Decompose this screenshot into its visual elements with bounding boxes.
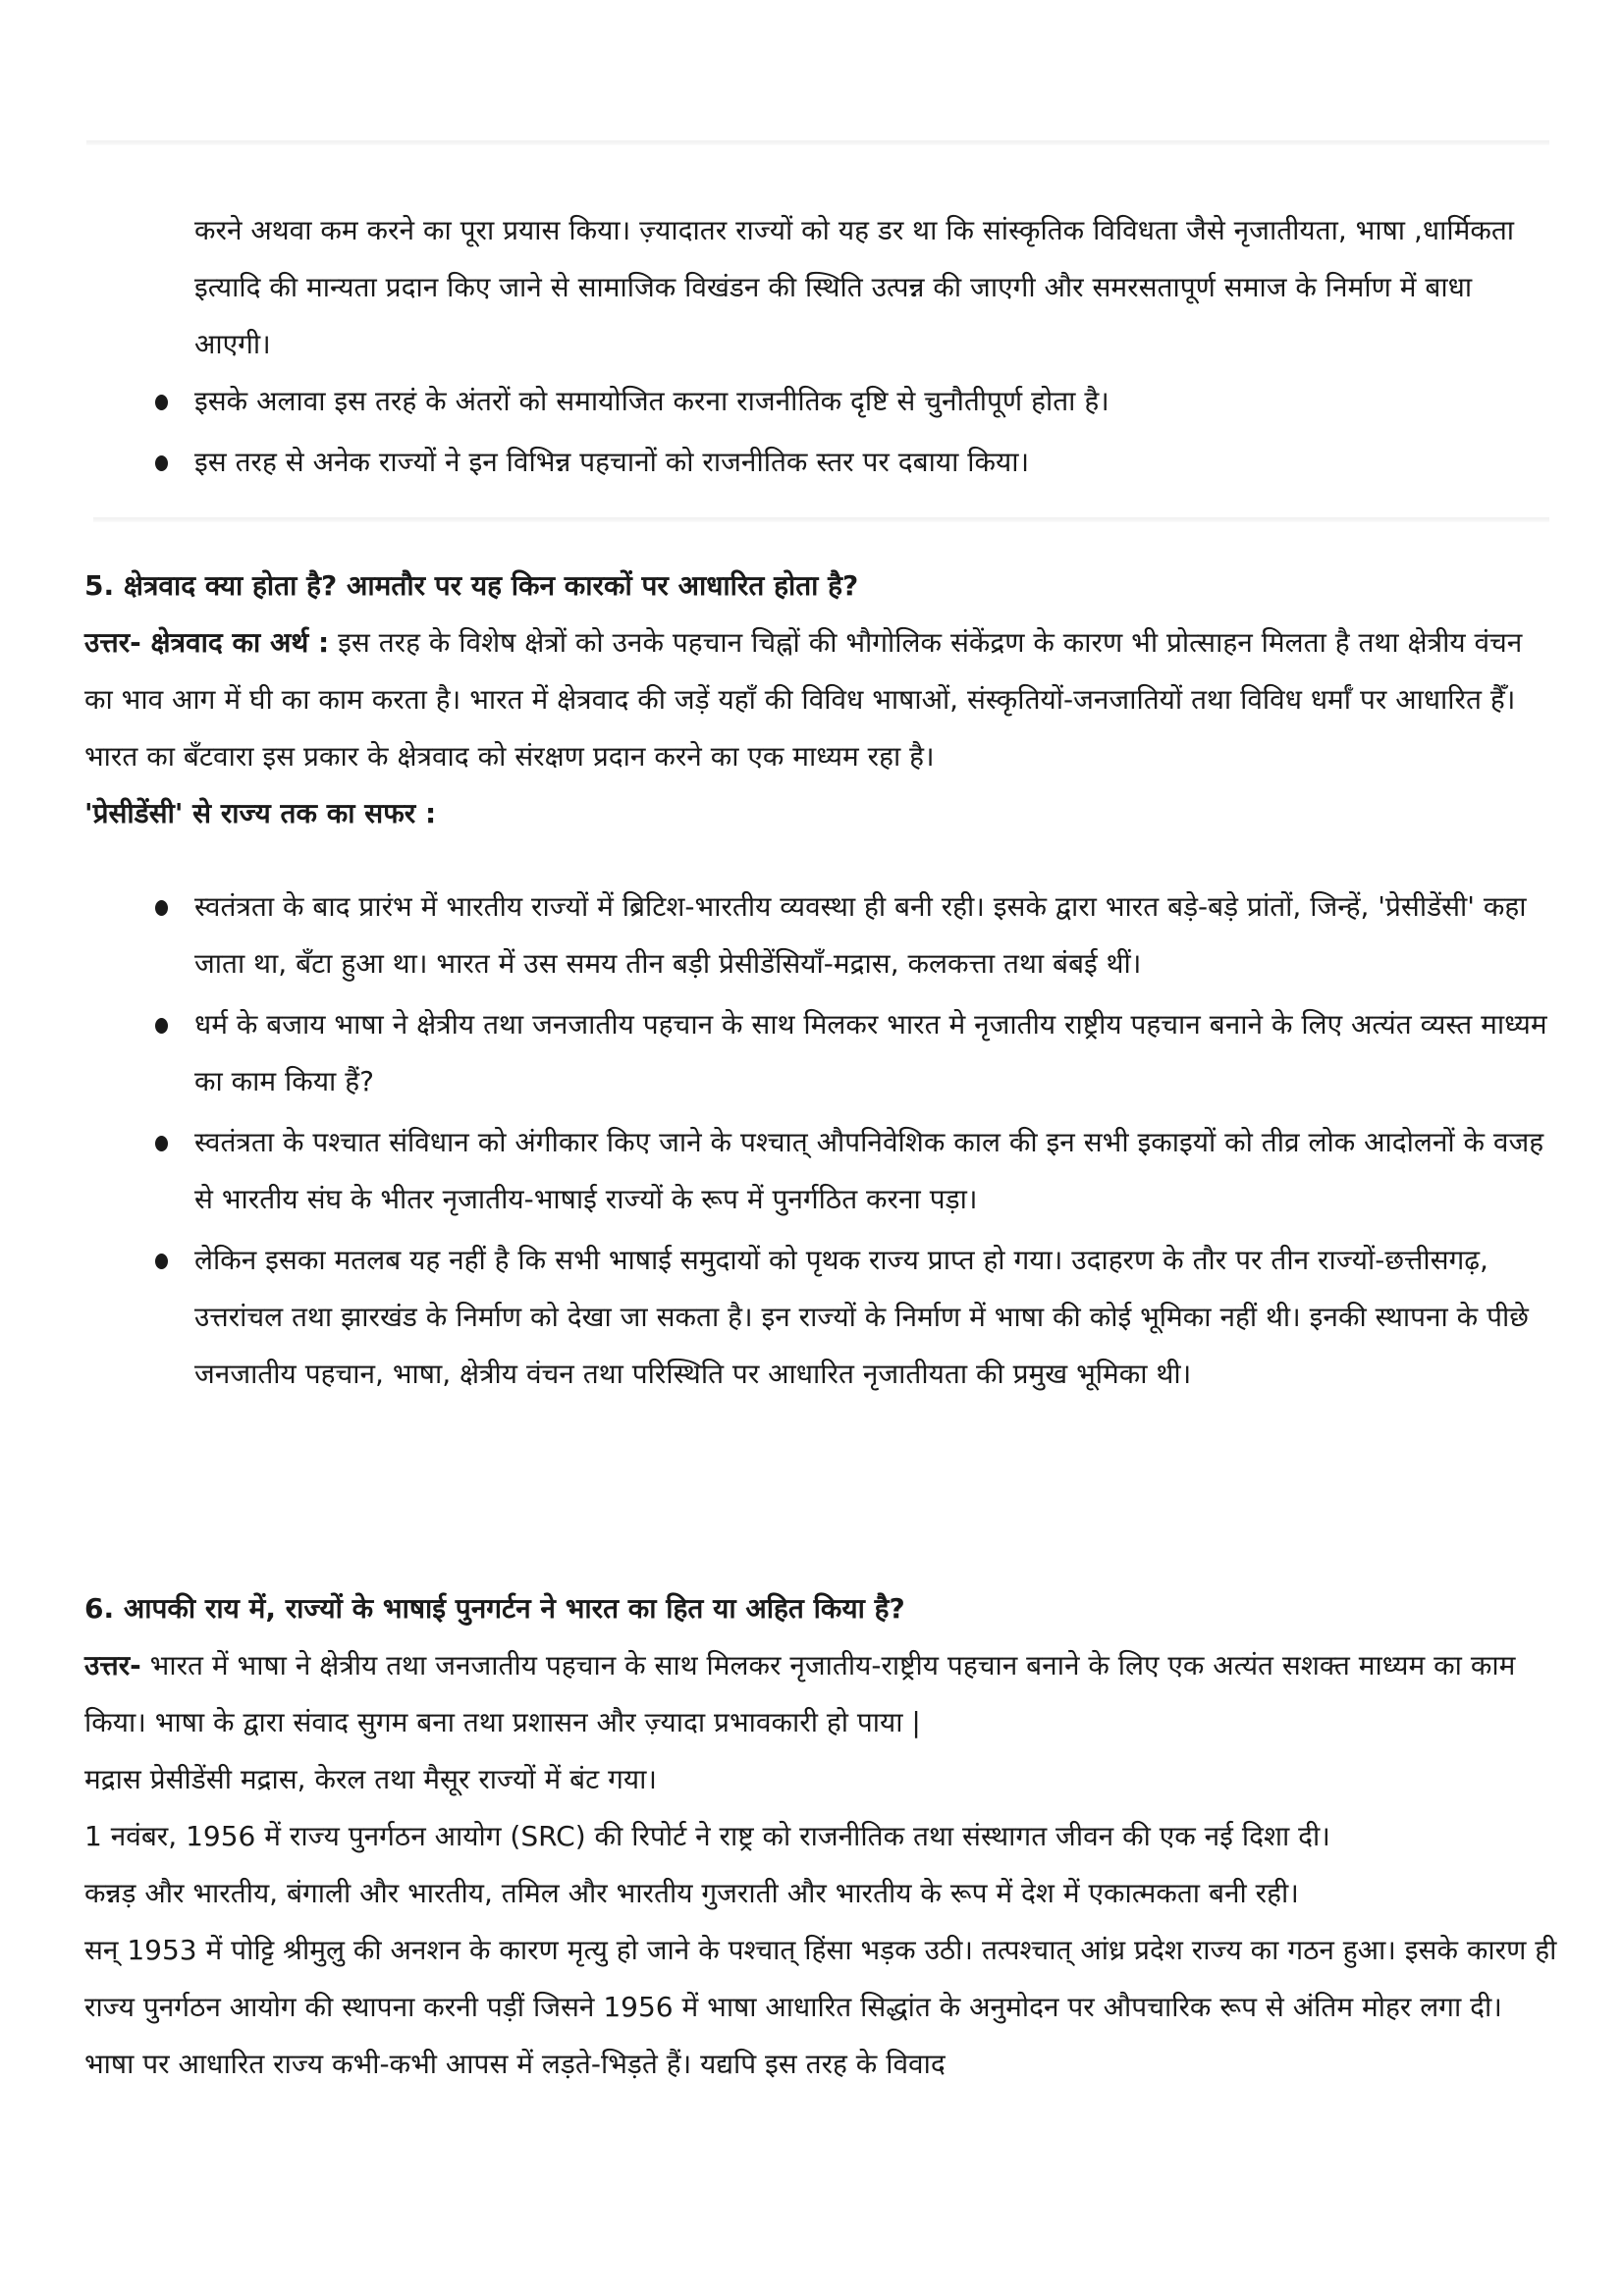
list-item bbox=[194, 434, 1554, 491]
list-item bbox=[194, 996, 1554, 1110]
presidency-subheading: 'प्रेसीडेंसी' से राज्य तक का सफर : bbox=[84, 797, 437, 829]
list-item-text: धर्म के बजाय भाषा ने क्षेत्रीय तथा जनजातीय पहचान के साथ मिलकर भारत मे नृजातीय राष्ट्रीय पहचान बनाने के लिए अत्यंत व्यस्त माध्यम का काम किया हैं? bbox=[194, 1008, 1547, 1097]
list-item bbox=[194, 373, 1554, 430]
list-item bbox=[194, 1232, 1554, 1403]
question-5-heading: 5. क्षेत्रवाद क्या होता है? आमतौर पर यह किन कारकों पर आधारित होता है? bbox=[84, 569, 859, 602]
section-divider bbox=[93, 517, 1549, 522]
bullet-icon bbox=[155, 1018, 168, 1034]
paragraph-text: मद्रास प्रेसीडेंसी मद्रास, केरल तथा मैसूर राज्यों में बंट गया। bbox=[84, 1763, 657, 1795]
list-item-text: इस तरह से अनेक राज्यों ने इन विभिन्न पहचानों को राजनीतिक स्तर पर दबाया किया। bbox=[194, 446, 1030, 478]
bullet-icon bbox=[155, 900, 168, 916]
paragraph-text: करने अथवा कम करने का पूरा प्रयास किया। ज़्यादातर राज्यों को यह डर था कि सांस्कृतिक विविधता जैसे नृजातीयता, भाषा ,धार्मिकता इत्यादि की मान्यता प्रदान किए जाने से सामाजिक विखंडन की स्थिति उत्पन्न की जाएगी और समरसतापूर्ण समाज के निर्माण में बाधा आएगी। bbox=[194, 214, 1515, 360]
answer-label: उत्तर- bbox=[84, 1649, 141, 1682]
bullet-list-top bbox=[194, 373, 1554, 491]
question-5-answer bbox=[84, 614, 1557, 785]
list-item-text: स्वतंत्रता के पश्चात संविधान को अंगीकार किए जाने के पश्चात् औपनिवेशिक काल की इन सभी इकाइयों को तीव्र लोक आदोलनों के वजह से भारतीय संघ के भीतर नृजातीय-भाषाई राज्यों के रूप में पुनर्गठित करना पड़ा। bbox=[194, 1126, 1544, 1215]
bullet-icon bbox=[155, 1254, 168, 1269]
paragraph-text: 1 नवंबर, 1956 में राज्य पुनर्गठन आयोग (SRC) की रिपोर्ट ने राष्ट्र को राजनीतिक तथा संस्थागत जीवन की एक नई दिशा दी। bbox=[84, 1820, 1330, 1852]
paragraph-text: सन् 1953 में पोट्टि श्रीमुलु की अनशन के कारण मृत्यु हो जाने के पश्चात् हिंसा भड़क उठी। तत्पश्चात् आंध्र प्रदेश राज्य का गठन हुआ। इसके कारण ही राज्य पुनर्गठन आयोग की स्थापना करनी पड़ीं जिसने 1956 में भाषा आधारित सिद्धांत के अनुमोदन पर औपचारिक रूप से अंतिम मोहर लगा दी। भाषा पर आधारित राज्य कभी-कभी आपस में लड़ते-भिड़ते हैं। यद्यपि इस तरह के विवाद bbox=[84, 1934, 1557, 2080]
question-5-section bbox=[84, 558, 1557, 842]
bullet-list-presidency bbox=[194, 879, 1554, 1403]
answer-text: इस तरह के विशेष क्षेत्रों को उनके पहचान चिह्नों की भौगोलिक संकेंद्रण के कारण भी प्रोत्साहन मिलता है तथा क्षेत्रीय वंचन का भाव आग में घी का काम करता है। भारत में क्षेत्रवाद की जड़ें यहाँ की विविध भाषाओं, संस्कृतियों-जनजातियों तथा विविध धर्माँ पर आधारित हैँ। भारत का बँटवारा इस प्रकार के क्षेत्रवाद को संरक्षण प्रदान करने का एक माध्यम रहा है। bbox=[84, 626, 1523, 773]
section-divider bbox=[86, 140, 1549, 145]
bullet-icon bbox=[155, 1136, 168, 1151]
bullet-icon bbox=[155, 395, 168, 410]
list-item-text: इसके अलावा इस तरहं के अंतरों को समायोजित करना राजनीतिक दृष्टि से चुनौतीपूर्ण होता है। bbox=[194, 385, 1109, 417]
list-item bbox=[194, 1114, 1554, 1228]
question-6-answer bbox=[84, 1637, 1557, 1751]
list-item-text: लेकिन इसका मतलब यह नहीं है कि सभी भाषाई समुदायों को पृथक राज्य प्राप्त हो गया। उदाहरण के तौर पर तीन राज्यों-छत्तीसगढ़, उत्तरांचल तथा झारखंड के निर्माण को देखा जा सकता है। इन राज्यों के निर्माण में भाषा की कोई भूमिका नहीं थी। इनकी स्थापना के पीछे जनजातीय पहचान, भाषा, क्षेत्रीय वंचन तथा परिस्थिति पर आधारित नृजातीयता की प्रमुख भूमिका थी। bbox=[194, 1244, 1529, 1390]
question-6-heading: 6. आपकी राय में, राज्यों के भाषाई पुनगर्टन ने भारत का हित या अहित किया है? bbox=[84, 1592, 905, 1625]
bullet-icon bbox=[155, 455, 168, 471]
paragraph-text: कन्नड़ और भारतीय, बंगाली और भारतीय, तमिल और भारतीय गुजराती और भारतीय के रूप में देश में एकात्मकता बनी रही। bbox=[84, 1877, 1299, 1909]
continuation-paragraph bbox=[194, 202, 1554, 373]
list-item bbox=[194, 879, 1554, 992]
question-6-section bbox=[84, 1580, 1557, 2093]
list-item-text: स्वतंत्रता के बाद प्रारंभ में भारतीय राज्यों में ब्रिटिश-भारतीय व्यवस्था ही बनी रही। इसके द्वारा भारत बड़े-बड़े प्रांतों, जिन्हें, 'प्रेसीडेंसी' कहा जाता था, बँटा हुआ था। भारत में उस समय तीन बड़ी प्रेसीडेंसियाँ-मद्रास, कलकत्ता तथा बंबई थीं। bbox=[194, 890, 1527, 980]
answer-label: उत्तर- क्षेत्रवाद का अर्थ : bbox=[84, 626, 330, 659]
answer-text: भारत में भाषा ने क्षेत्रीय तथा जनजातीय पहचान के साथ मिलकर नृजातीय-राष्ट्रीय पहचान बनाने के लिए एक अत्यंत सशक्त माध्यम का काम किया। भाषा के द्वारा संवाद सुगम बना तथा प्रशासन और ज़्यादा प्रभावकारी हो पाया | bbox=[84, 1649, 1516, 1738]
